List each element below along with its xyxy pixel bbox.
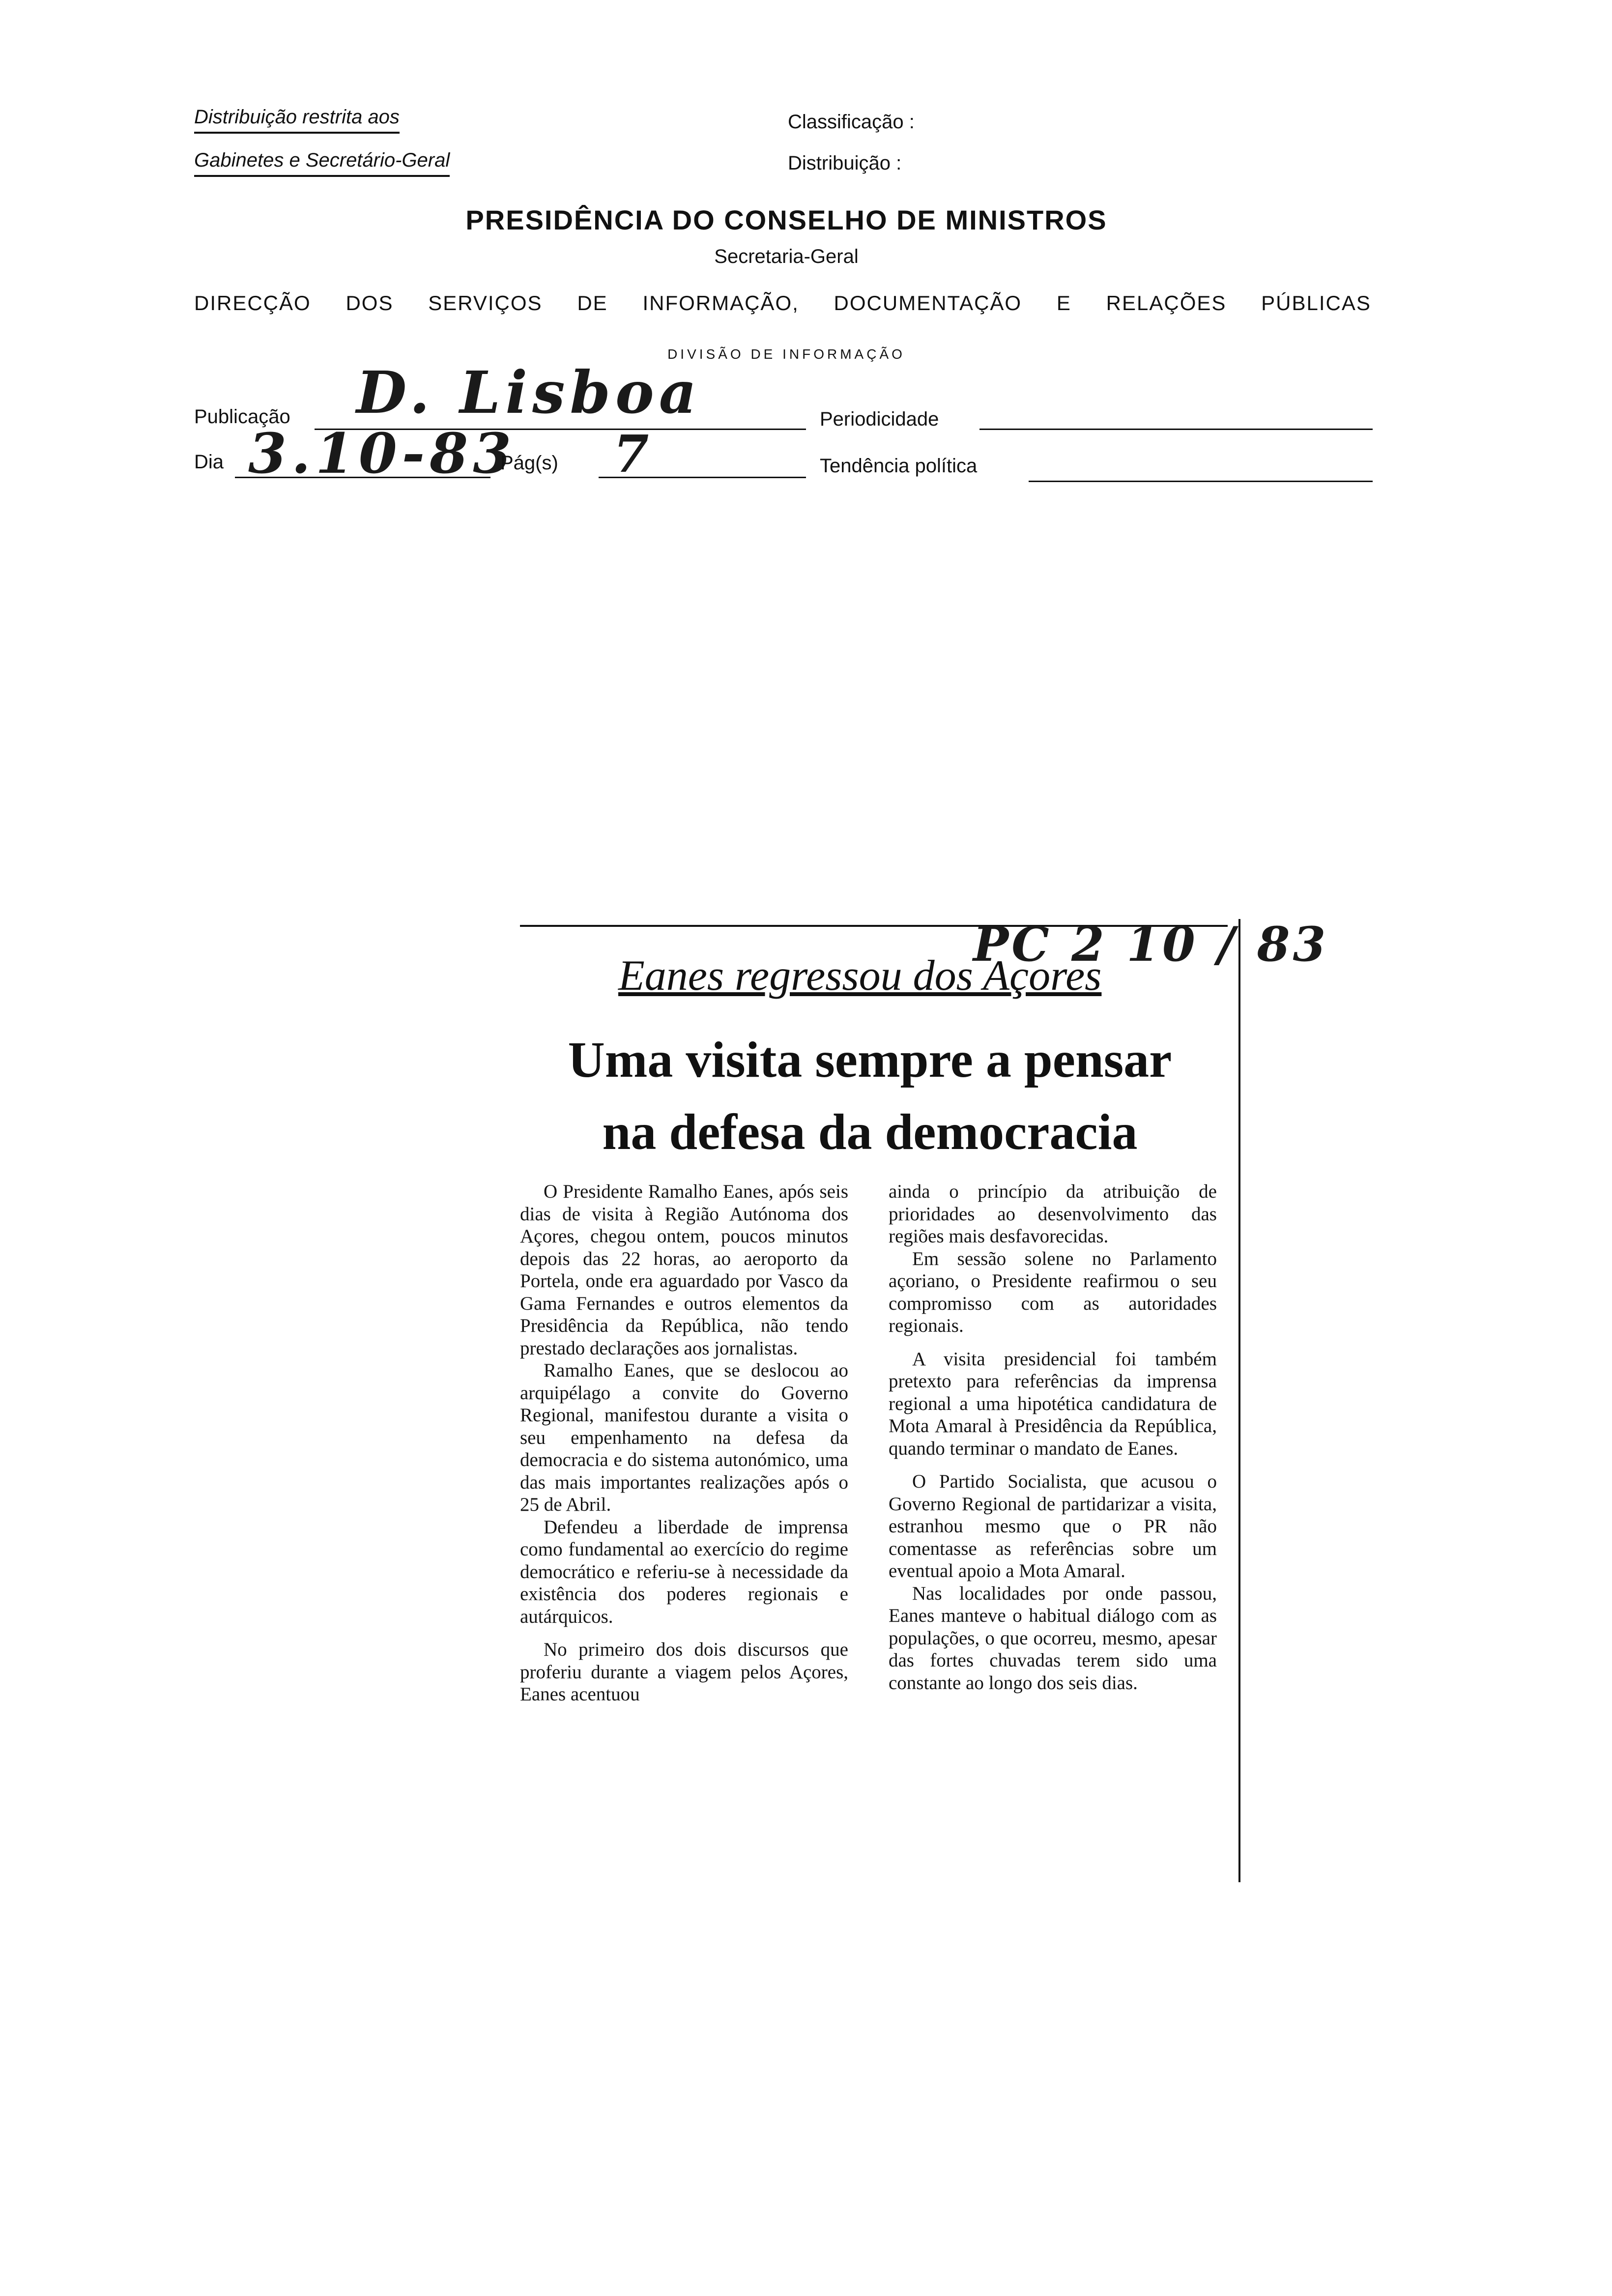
direction-word: E — [1056, 291, 1071, 315]
division-label: DIVISÃO DE INFORMAÇÃO — [667, 346, 905, 362]
article-column-1 — [520, 1180, 848, 1706]
page-title: PRESIDÊNCIA DO CONSELHO DE MINISTROS — [465, 204, 1107, 235]
col2-paragraph-3: A visita presidencial foi também pretexto para referências da imprensa regional a uma hipotética candidatura de Mota Amaral à Presidência da República, quando terminar o mandato de Eanes. — [889, 1348, 1217, 1459]
dia-handwritten: 3.10-83 — [248, 422, 517, 486]
col1-paragraph-2: Ramalho Eanes, que se deslocou ao arquipélago a convite do Governo Regional, manifestou durante a visita o seu empenhamento na defesa da democracia e do sistema autonómico, uma das mais importantes realizações após o 25 de Abril. — [520, 1360, 848, 1515]
periodicidade-line — [979, 429, 1373, 430]
article-headline-line1: Uma visita sempre a pensar — [568, 1032, 1172, 1088]
restricted-distribution-line2: Gabinetes e Secretário-Geral — [194, 150, 450, 177]
publicacao-handwritten: D. Lisboa — [356, 358, 702, 427]
direction-word: SERVIÇOS — [428, 291, 543, 315]
col2-paragraph-2: Em sessão solene no Parlamento açoriano, o Presidente reafirmou o seu compromisso com as autoridades regionais. — [889, 1248, 1217, 1336]
dia-label: Dia — [194, 451, 224, 473]
article-column-2 — [889, 1180, 1217, 1694]
col2-paragraph-4: O Partido Socialista, que acusou o Governo Regional de partidarizar a visita, estranhou mesmo que o PR não comentasse as referências sobre um eventual apoio a Mota Amaral. — [889, 1471, 1217, 1581]
col1-paragraph-1: O Presidente Ramalho Eanes, após seis dias de visita à Região Autónoma dos Açores, chegou ontem, poucos minutos depois das 22 horas, ao aeroporto da Portela, onde era aguardado por Vasco da Gama Fernandes e outros elementos da Presidência da República, não tendo prestado declarações aos jornalistas. — [520, 1181, 848, 1359]
col1-paragraph-3: Defendeu a liberdade de imprensa como fundamental ao exercício do regime democrático e referiu-se à necessidade da existência dos poderes regionais e autárquicos. — [520, 1516, 848, 1627]
tendencia-line — [1029, 481, 1373, 482]
periodicidade-label: Periodicidade — [820, 408, 939, 430]
page-subtitle: Secretaria-Geral — [714, 246, 859, 267]
direction-word: DOCUMENTAÇÃO — [834, 291, 1022, 315]
direction-word: INFORMAÇÃO, — [642, 291, 799, 315]
direction-word: PÚBLICAS — [1261, 291, 1371, 315]
article-headline-line2: na defesa da democracia — [602, 1104, 1138, 1160]
direction-word: DOS — [345, 291, 394, 315]
tendencia-label: Tendência política — [820, 455, 978, 477]
clipping-right-rule — [1238, 919, 1240, 1882]
col2-paragraph-1: ainda o princípio da atribuição de prioridades ao desenvolvimento das regiões mais desfavorecidas. — [889, 1181, 1217, 1247]
pags-label: Pág(s) — [500, 452, 558, 474]
distribuicao-label: Distribuição : — [788, 152, 902, 174]
publicacao-label: Publicação — [194, 406, 290, 428]
direction-word: RELAÇÕES — [1106, 291, 1227, 315]
restricted-distribution-line1: Distribuição restrita aos — [194, 107, 400, 134]
pags-handwritten: 7 — [613, 424, 654, 484]
handwritten-code: PC 2 10 / 83 — [973, 917, 1329, 972]
direction-line — [194, 291, 1371, 315]
article-kicker: Eanes regressou dos Açores — [618, 952, 1102, 1000]
direction-word: DE — [577, 291, 608, 315]
col2-paragraph-5: Nas localidades por onde passou, Eanes manteve o habitual diálogo com as populações, o que ocorreu, mesmo, apesar das fortes chuvadas terem sido uma constante ao longo dos seis dias. — [889, 1582, 1217, 1693]
direction-word: DIRECÇÃO — [194, 291, 311, 315]
col1-paragraph-4: No primeiro dos dois discursos que proferiu durante a viagem pelos Açores, Eanes acentuou — [520, 1639, 848, 1705]
classificacao-label: Classificação : — [788, 111, 915, 133]
